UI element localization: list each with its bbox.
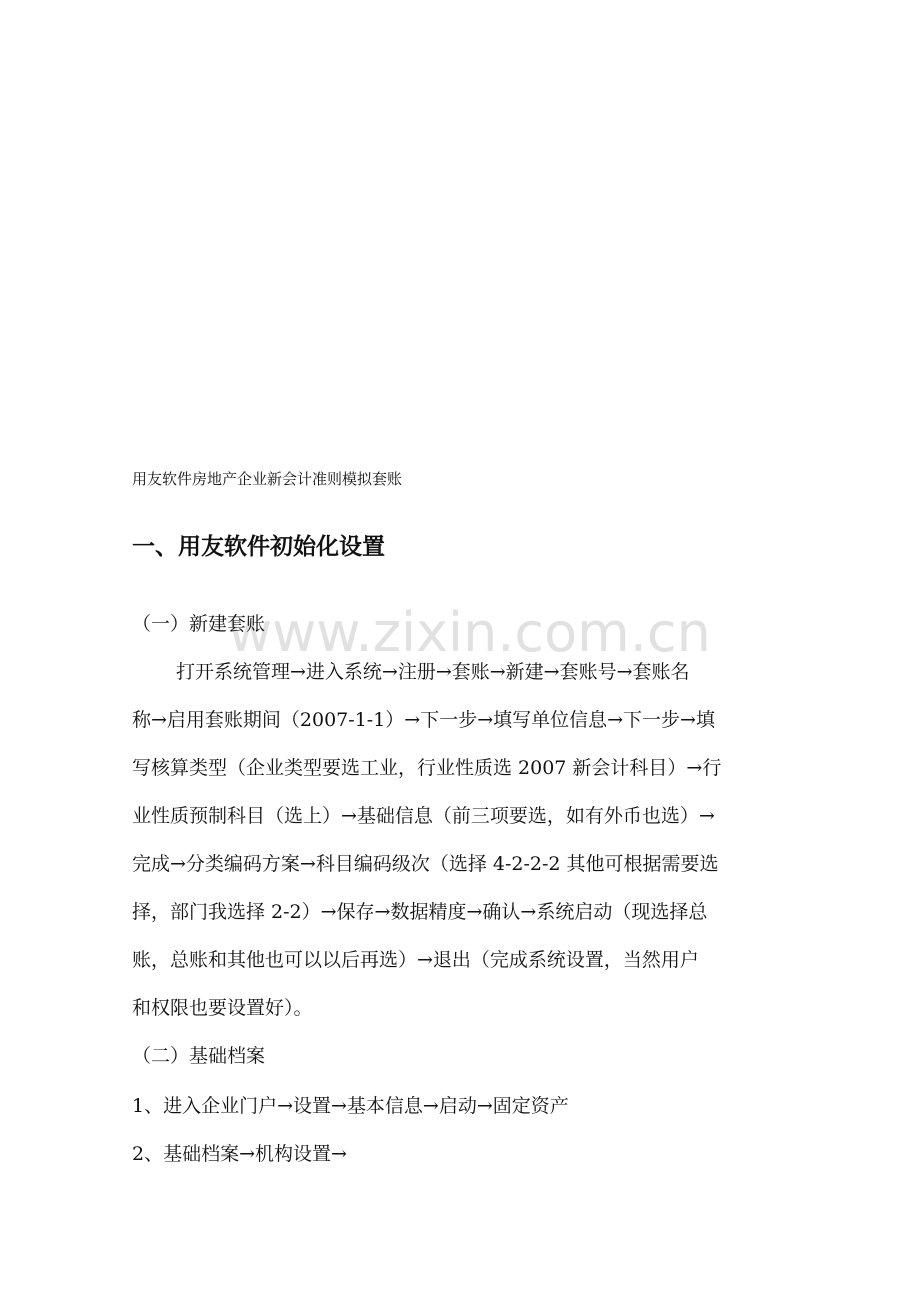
section-heading: 一、用友软件初始化设置 — [132, 534, 385, 560]
subsection-title-basic-archive: （二）基础档案 — [132, 1045, 266, 1067]
paragraph-line: 写核算类型（企业类型要选工业，行业性质选 2007 新会计科目）→行 — [132, 757, 722, 779]
list-item: 2、基础档案→机构设置→ — [132, 1143, 347, 1165]
subsection-title-new-account: （一）新建套账 — [132, 613, 266, 635]
paragraph-line: 业性质预制科目（选上）→基础信息（前三项要选，如有外币也选）→ — [132, 805, 715, 827]
document-subtitle: 用友软件房地产企业新会计准则模拟套账 — [132, 470, 403, 488]
paragraph-line: 账，总账和其他也可以以后再选）→退出（完成系统设置，当然用户 — [132, 949, 699, 971]
list-item: 1、进入企业门户→设置→基本信息→启动→固定资产 — [132, 1095, 569, 1117]
paragraph-line: 称→启用套账期间（2007-1-1）→下一步→填写单位信息→下一步→填 — [132, 709, 715, 731]
paragraph-line: 择，部门我选择 2-2）→保存→数据精度→确认→系统启动（现选择总 — [132, 901, 708, 923]
paragraph-line: 打开系统管理→进入系统→注册→套账→新建→套账号→套账名 — [176, 661, 690, 683]
paragraph-line: 完成→分类编码方案→科目编码级次（选择 4-2-2-2 其他可根据需要选 — [132, 853, 719, 875]
watermark: www.zixin.com.cn — [228, 601, 711, 664]
paragraph-line: 和权限也要设置好）。 — [132, 997, 313, 1019]
